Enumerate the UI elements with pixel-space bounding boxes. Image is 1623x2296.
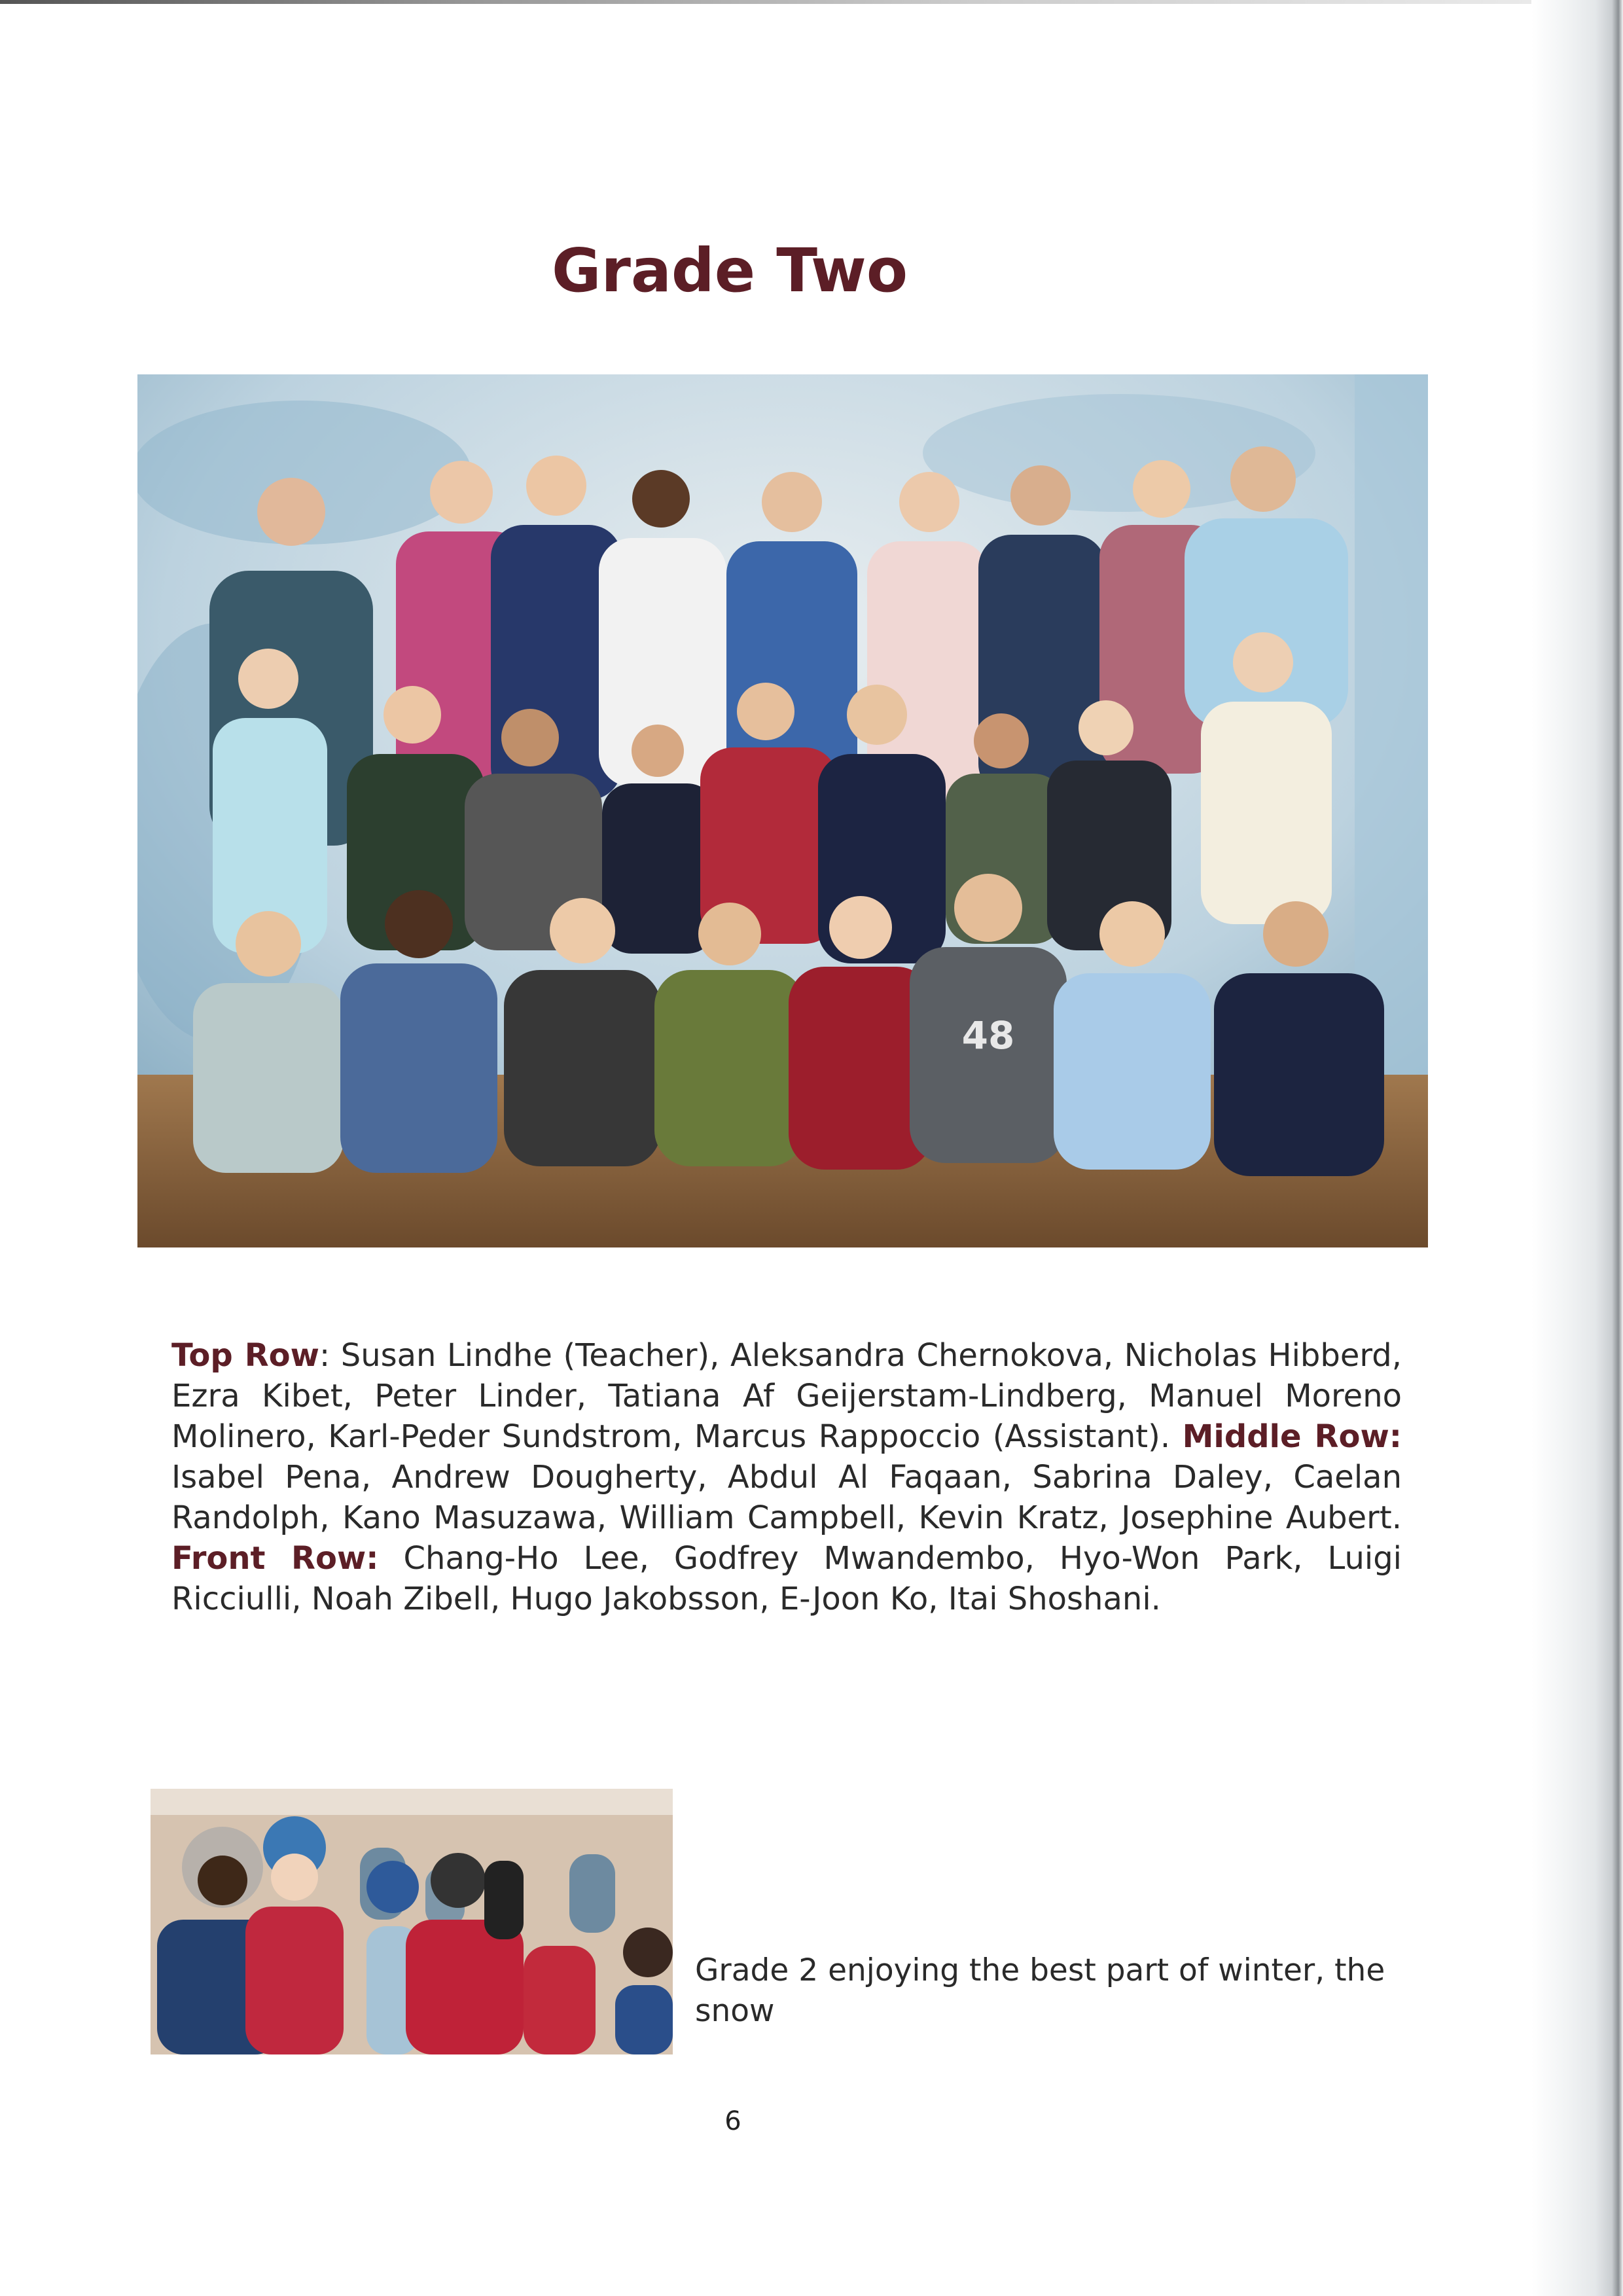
winter-photo-caption: Grade 2 enjoying the best part of winter, the snow [695, 1952, 1385, 2029]
front-row-names: Chang-Ho Lee, Godfrey Mwandembo, Hyo-Won Park, Luigi Ricciulli, Noah Zibell, Hugo Jakobsson, E-Joon Ko, Itai Shoshani. [171, 1540, 1402, 1617]
front-row-label: Front Row: [171, 1540, 379, 1577]
top-row-names: Susan Lindhe (Teacher), Aleksandra Chernokova, Nicholas Hibberd, Ezra Kibet, Peter Linder, Tatiana Af Geijerstam-Lindberg, Manuel Moreno Molinero, Karl-Peder Sundstrom, Marcus Rappoccio (Assistant). [171, 1337, 1402, 1455]
class-photo [137, 374, 1428, 1247]
page-binding-shadow [1531, 0, 1623, 2296]
page-number: 6 [724, 2106, 741, 2136]
jersey-number: 48 [961, 1013, 1015, 1058]
winter-photo-illustration [151, 1789, 673, 2054]
middle-row-names: Isabel Pena, Andrew Dougherty, Abdul Al Faqaan, Sabrina Daley, Caelan Randolph, Kano Masuzawa, William Campbell, Kevin Kratz, Josephine Aubert. [171, 1459, 1402, 1536]
winter-photo [151, 1789, 673, 2054]
top-row-label: Top Row [171, 1337, 319, 1374]
page-top-edge [0, 0, 1623, 4]
middle-row-label: Middle Row: [1182, 1418, 1402, 1455]
class-roster-caption [171, 1335, 1402, 1619]
top-row-separator: : [319, 1337, 330, 1374]
page-title: Grade Two [551, 236, 908, 306]
class-photo-illustration [137, 374, 1428, 1247]
